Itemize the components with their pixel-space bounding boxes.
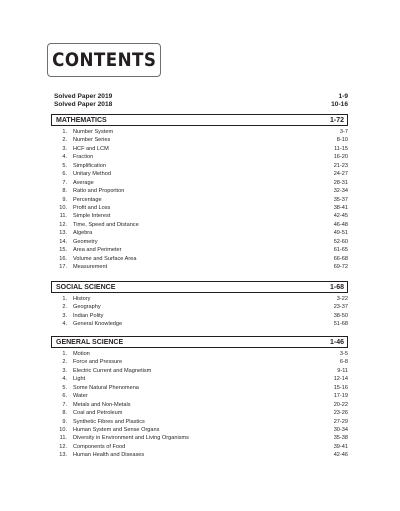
toc-item[interactable] [58, 187, 348, 195]
toc-item[interactable] [58, 179, 348, 187]
item-number: 1. [62, 351, 67, 357]
paper-row[interactable] [54, 101, 348, 109]
paper-pages: 10-16 [331, 101, 348, 109]
contents-title-box [47, 43, 161, 77]
item-pages: 52-60 [333, 238, 348, 245]
item-pages: 16-20 [333, 154, 348, 161]
item-name: Number Series [73, 137, 111, 144]
item-pages: 38-50 [333, 312, 348, 319]
item-name: Light [73, 376, 86, 383]
item-number: 10. [59, 204, 67, 211]
toc-item[interactable] [58, 443, 348, 451]
item-number: 1. [62, 296, 67, 302]
section-heading: SOCIAL SCIENCE [56, 283, 116, 291]
item-number: 4. [62, 321, 67, 328]
general-science-items [58, 350, 348, 460]
item-name: Geometry [73, 238, 98, 245]
item-number: 9. [62, 418, 67, 425]
paper-label: Solved Paper 2018 [54, 101, 113, 109]
item-pages: 51-68 [333, 321, 348, 328]
section-range: 1-68 [329, 283, 344, 291]
toc-item[interactable] [58, 392, 348, 400]
toc-item[interactable] [58, 384, 348, 392]
toc-item[interactable] [58, 312, 348, 320]
item-name: Percentage [73, 196, 102, 203]
item-number: 11. [59, 435, 67, 442]
item-number: 12. [59, 443, 67, 450]
paper-row[interactable] [54, 93, 348, 101]
item-name: Time, Speed and Distance [73, 221, 139, 228]
item-name: Fraction [73, 154, 94, 161]
item-number: 10. [59, 426, 67, 433]
toc-item[interactable] [58, 418, 348, 426]
item-name: Indian Polity [73, 312, 104, 319]
item-name: Coal and Petroleum [73, 410, 123, 417]
item-name: Force and Pressure [73, 359, 123, 366]
item-name: Human System and Sense Organs [73, 426, 160, 433]
item-pages: 28-31 [333, 179, 348, 186]
toc-item[interactable] [58, 375, 348, 383]
toc-item[interactable] [58, 128, 348, 136]
item-pages: 3-5 [339, 351, 348, 357]
item-name: Volume and Surface Area [73, 255, 137, 262]
item-pages: 23-37 [333, 304, 348, 311]
toc-item[interactable] [58, 409, 348, 417]
item-number: 3. [62, 312, 67, 319]
item-number: 6. [62, 171, 67, 178]
toc-item[interactable] [58, 170, 348, 178]
item-number: 2. [62, 359, 67, 366]
item-pages: 21-23 [333, 162, 348, 169]
item-number: 14. [59, 238, 67, 245]
item-name: Average [73, 179, 94, 186]
item-pages: 27-29 [333, 418, 348, 425]
toc-item[interactable] [58, 358, 348, 366]
item-pages: 69-72 [333, 264, 348, 270]
toc-item[interactable] [58, 229, 348, 237]
item-number: 16. [59, 255, 67, 262]
item-name: Simplification [73, 162, 106, 169]
toc-item[interactable] [58, 221, 348, 229]
item-pages: 46-48 [333, 221, 348, 228]
item-pages: 39-41 [333, 443, 348, 450]
social-science-items [58, 295, 348, 329]
item-pages: 42-45 [333, 213, 348, 220]
item-name: Unitary Method [73, 171, 111, 178]
toc-item[interactable] [58, 295, 348, 303]
item-pages: 11-15 [334, 145, 348, 152]
section-heading: GENERAL SCIENCE [56, 338, 124, 346]
item-name: Area and Perimeter [73, 247, 122, 254]
toc-item[interactable] [58, 303, 348, 311]
item-number: 5. [62, 384, 67, 391]
item-pages: 15-16 [333, 384, 348, 391]
section-header-general-science [51, 336, 348, 348]
item-number: 3. [62, 367, 67, 374]
item-number: 11. [59, 213, 67, 220]
toc-item[interactable] [58, 238, 348, 246]
item-pages: 61-65 [333, 247, 348, 254]
toc-item[interactable] [58, 162, 348, 170]
toc-item[interactable] [58, 401, 348, 409]
item-name: Profit and Loss [73, 204, 111, 211]
item-name: Motion [73, 351, 90, 357]
toc-item[interactable] [58, 434, 348, 442]
item-number: 2. [62, 304, 67, 311]
item-pages: 3-22 [336, 296, 348, 302]
item-pages: 8-10 [336, 137, 348, 144]
toc-item[interactable] [58, 153, 348, 161]
item-number: 9. [62, 196, 67, 203]
item-pages: 3-7 [339, 129, 348, 135]
item-number: 17. [59, 264, 67, 270]
toc-item[interactable] [58, 451, 348, 459]
item-name: Metals and Non-Metals [73, 401, 131, 408]
toc-item[interactable] [58, 196, 348, 204]
item-pages: 20-22 [333, 401, 348, 408]
item-number: 1. [62, 129, 67, 135]
item-pages: 35-38 [333, 435, 348, 442]
item-name: Human Health and Diseases [73, 452, 145, 459]
item-pages: 17-19 [333, 393, 348, 400]
item-pages: 66-68 [333, 255, 348, 262]
item-pages: 30-34 [333, 426, 348, 433]
item-pages: 35-37 [333, 196, 348, 203]
item-pages: 42-46 [333, 452, 348, 459]
toc-item[interactable] [58, 263, 348, 271]
item-pages: 9-11 [337, 367, 348, 374]
toc-item[interactable] [58, 246, 348, 254]
item-name: HCF and LCM [73, 145, 109, 152]
mathematics-items [58, 128, 348, 271]
paper-pages: 1-9 [338, 93, 348, 100]
item-name: Algebra [73, 230, 93, 237]
toc-item[interactable] [58, 320, 348, 328]
item-name: General Knowledge [73, 321, 123, 328]
item-number: 6. [62, 393, 67, 400]
item-name: Measurement [73, 264, 108, 270]
solved-papers-list [54, 93, 348, 110]
toc-item[interactable] [58, 350, 348, 358]
item-number: 3. [62, 145, 67, 152]
toc-item[interactable] [58, 145, 348, 153]
item-name: History [73, 296, 91, 302]
item-pages: 32-34 [333, 188, 348, 195]
section-header-social-science [51, 281, 348, 293]
item-name: Water [73, 393, 88, 400]
item-pages: 38-41 [333, 204, 348, 211]
toc-item[interactable] [58, 136, 348, 144]
item-name: Geography [73, 304, 101, 311]
toc-item[interactable] [58, 255, 348, 263]
toc-item[interactable] [58, 212, 348, 220]
item-number: 12. [59, 221, 67, 228]
item-number: 7. [62, 401, 67, 408]
section-range: 1-46 [329, 338, 344, 346]
toc-item[interactable] [58, 426, 348, 434]
item-number: 8. [62, 410, 67, 417]
section-heading: MATHEMATICS [56, 116, 107, 124]
item-number: 15. [59, 247, 67, 254]
item-name: Simple Interest [73, 213, 111, 220]
item-number: 4. [62, 376, 67, 383]
item-name: Ratio and Proportion [73, 188, 125, 195]
item-name: Electric Current and Magnetism [73, 367, 152, 374]
item-number: 13. [59, 452, 67, 459]
item-pages: 12-14 [333, 376, 348, 383]
item-number: 5. [62, 162, 67, 169]
item-number: 13. [59, 230, 67, 237]
contents-title: CONTENTS [51, 49, 157, 71]
item-name: Number System [73, 129, 114, 135]
item-name: Diversity in Environment and Living Organisms [73, 435, 189, 442]
item-pages: 6-8 [339, 359, 348, 366]
section-range: 1-72 [329, 116, 344, 124]
toc-item[interactable] [58, 367, 348, 375]
item-number: 4. [62, 154, 67, 161]
item-number: 7. [62, 179, 67, 186]
item-name: Synthetic Fibres and Plastics [73, 418, 145, 425]
item-pages: 24-27 [333, 171, 348, 178]
paper-label: Solved Paper 2019 [54, 93, 113, 100]
item-number: 8. [62, 188, 67, 195]
item-pages: 49-51 [333, 230, 348, 237]
toc-item[interactable] [58, 204, 348, 212]
item-number: 2. [62, 137, 67, 144]
item-pages: 23-26 [333, 410, 348, 417]
item-name: Components of Food [73, 443, 126, 450]
item-name: Some Natural Phenomena [73, 384, 139, 391]
section-header-mathematics [51, 114, 348, 126]
